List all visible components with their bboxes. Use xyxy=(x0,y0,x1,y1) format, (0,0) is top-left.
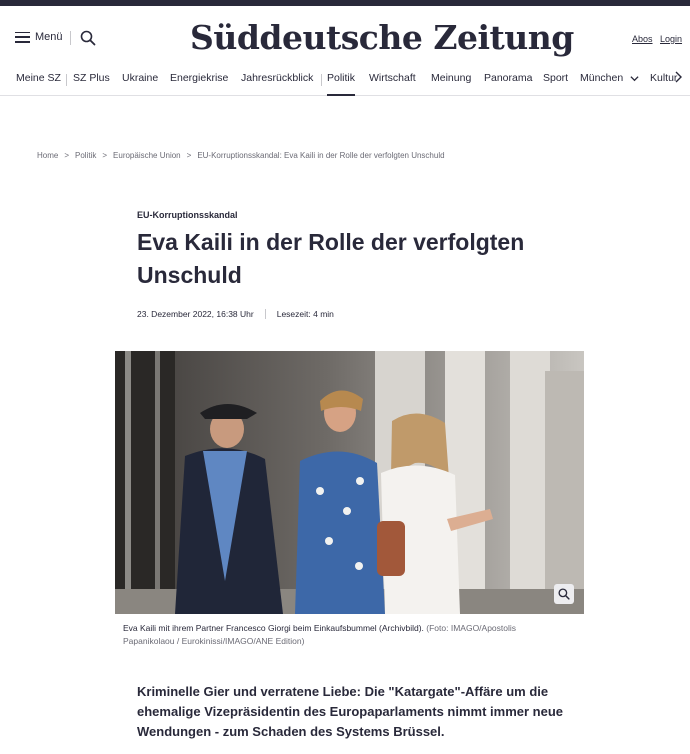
magnifier-icon xyxy=(558,588,570,600)
menu-button[interactable] xyxy=(15,31,63,43)
abos-link[interactable]: Abos xyxy=(632,34,653,44)
nav-item-meinung[interactable]: Meinung xyxy=(431,72,472,84)
nav-item-meine-sz[interactable]: Meine SZ xyxy=(16,72,61,84)
header-divider xyxy=(70,31,71,45)
section-nav xyxy=(0,66,690,96)
image-caption xyxy=(123,622,563,648)
nav-item-politik[interactable]: Politik xyxy=(327,72,355,96)
article-meta xyxy=(137,309,334,319)
article-date: 23. Dezember 2022, 16:38 Uhr xyxy=(137,309,254,319)
menu-label: Menü xyxy=(35,31,63,43)
caption-credit: (Foto: IMAGO/Apostolis Papanikolaou / Eurokinissi/IMAGO/ANE Edition) xyxy=(123,623,517,646)
chevron-right-icon[interactable] xyxy=(674,71,682,86)
nav-item-sport[interactable]: Sport xyxy=(543,72,569,84)
nav-item-energiekrise[interactable]: Energiekrise xyxy=(170,72,229,84)
breadcrumb-separator: > xyxy=(186,151,192,160)
zoom-image-button[interactable] xyxy=(554,584,574,604)
site-logo[interactable]: Süddeutsche Zeitung xyxy=(190,18,574,57)
caption-text: Eva Kaili mit ihrem Partner Francesco Giorgi beim Einkaufsbummel (Archivbild). xyxy=(123,623,424,633)
breadcrumb-politik[interactable]: Politik xyxy=(75,151,97,160)
nav-item-wirtschaft[interactable]: Wirtschaft xyxy=(369,72,416,84)
login-link[interactable]: Login xyxy=(660,34,683,44)
chevron-down-icon[interactable] xyxy=(630,74,639,85)
breadcrumb-separator: > xyxy=(64,151,70,160)
breadcrumb-separator: > xyxy=(102,151,108,160)
article-photo xyxy=(115,351,584,614)
nav-divider xyxy=(66,74,67,86)
reading-time-label: Lesezeit: xyxy=(276,309,311,319)
search-icon[interactable] xyxy=(80,30,96,46)
nav-item-ukraine[interactable]: Ukraine xyxy=(122,72,159,84)
article-kicker: EU-Korruptionsskandal xyxy=(137,210,238,220)
site-header xyxy=(0,6,690,66)
breadcrumb xyxy=(37,151,445,160)
nav-divider xyxy=(321,74,322,86)
nav-item-jahresrueckblick[interactable]: Jahresrückblick xyxy=(241,72,314,84)
nav-item-kultur[interactable]: Kultur xyxy=(650,72,678,84)
meta-divider xyxy=(265,309,266,319)
hamburger-icon xyxy=(15,32,30,43)
nav-item-muenchen[interactable]: München xyxy=(580,72,624,84)
reading-time: 4 min xyxy=(313,309,334,319)
breadcrumb-europaeische-union[interactable]: Europäische Union xyxy=(113,151,181,160)
article-photo-illustration xyxy=(115,351,584,614)
nav-item-sz-plus[interactable]: SZ Plus xyxy=(73,72,110,84)
breadcrumb-home[interactable]: Home xyxy=(37,151,59,160)
article-headline: Eva Kaili in der Rolle der verfolgten Unschuld xyxy=(137,229,525,288)
article-lead: Kriminelle Gier und verratene Liebe: Die "Katargate"-Affäre um die ehemalige Vizepräsidentin des Europaparlaments nimmt immer neue Wendungen - zum Schaden des Systems Brüssel. xyxy=(137,684,564,739)
nav-item-panorama[interactable]: Panorama xyxy=(484,72,533,84)
breadcrumb-current[interactable]: EU-Korruptionsskandal: Eva Kaili in der Rolle der verfolgten Unschuld xyxy=(197,151,445,160)
